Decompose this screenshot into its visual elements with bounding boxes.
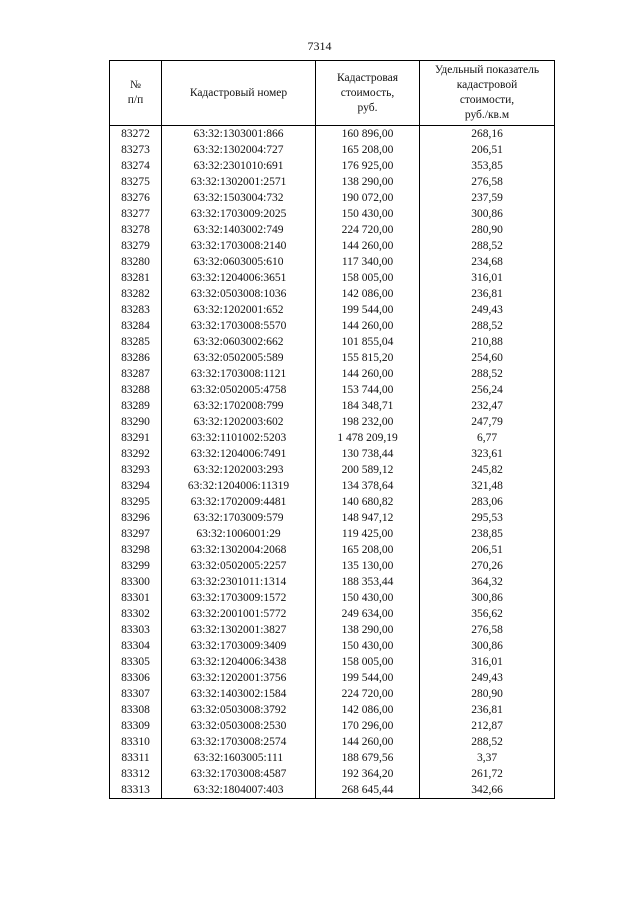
row-number-cell: 83275: [110, 174, 162, 190]
cadastral-value-cell: 176 925,00: [316, 158, 420, 174]
header-specific-indicator: Удельный показатель кадастровой стоимости, руб./кв.м: [420, 61, 555, 126]
table-body: [110, 126, 555, 799]
cadastral-number-cell: 63:32:1804007:403: [162, 782, 316, 799]
cadastral-value-cell: 142 086,00: [316, 286, 420, 302]
header-row: [110, 61, 555, 126]
row-number-cell: 83295: [110, 494, 162, 510]
cadastral-number-cell: 63:32:1703008:2140: [162, 238, 316, 254]
row-number-cell: 83290: [110, 414, 162, 430]
table-row: [110, 670, 555, 686]
specific-indicator-cell: 280,90: [420, 686, 555, 702]
row-number-cell: 83311: [110, 750, 162, 766]
table-row: [110, 766, 555, 782]
table-row: [110, 782, 555, 799]
specific-indicator-cell: 249,43: [420, 670, 555, 686]
specific-indicator-cell: 237,59: [420, 190, 555, 206]
specific-indicator-cell: 212,87: [420, 718, 555, 734]
cadastral-value-cell: 101 855,04: [316, 334, 420, 350]
row-number-cell: 83297: [110, 526, 162, 542]
table-row: [110, 526, 555, 542]
cadastral-number-cell: 63:32:0502005:4758: [162, 382, 316, 398]
cadastral-value-cell: 199 544,00: [316, 670, 420, 686]
cadastral-number-cell: 63:32:1302001:3827: [162, 622, 316, 638]
cadastral-value-cell: 198 232,00: [316, 414, 420, 430]
specific-indicator-cell: 276,58: [420, 622, 555, 638]
table-row: [110, 606, 555, 622]
table-row: [110, 414, 555, 430]
cadastral-number-cell: 63:32:0503008:3792: [162, 702, 316, 718]
row-number-cell: 83310: [110, 734, 162, 750]
table-row: [110, 430, 555, 446]
cadastral-value-cell: 249 634,00: [316, 606, 420, 622]
table-row: [110, 350, 555, 366]
specific-indicator-cell: 316,01: [420, 654, 555, 670]
cadastral-number-cell: 63:32:1703008:2574: [162, 734, 316, 750]
specific-indicator-cell: 254,60: [420, 350, 555, 366]
row-number-cell: 83293: [110, 462, 162, 478]
cadastral-value-cell: 184 348,71: [316, 398, 420, 414]
table-row: [110, 686, 555, 702]
cadastral-number-cell: 63:32:1703009:1572: [162, 590, 316, 606]
cadastral-value-cell: 138 290,00: [316, 174, 420, 190]
cadastral-value-cell: 188 353,44: [316, 574, 420, 590]
row-number-cell: 83291: [110, 430, 162, 446]
cadastral-value-cell: 268 645,44: [316, 782, 420, 799]
cadastral-value-cell: 150 430,00: [316, 206, 420, 222]
cadastral-number-cell: 63:32:1603005:111: [162, 750, 316, 766]
row-number-cell: 83285: [110, 334, 162, 350]
row-number-cell: 83296: [110, 510, 162, 526]
cadastral-number-cell: 63:32:0502005:2257: [162, 558, 316, 574]
cadastral-value-cell: 160 896,00: [316, 126, 420, 143]
row-number-cell: 83277: [110, 206, 162, 222]
specific-indicator-cell: 206,51: [420, 542, 555, 558]
cadastral-number-cell: 63:32:0603002:662: [162, 334, 316, 350]
specific-indicator-cell: 210,88: [420, 334, 555, 350]
table-row: [110, 462, 555, 478]
table-row: [110, 318, 555, 334]
specific-indicator-cell: 364,32: [420, 574, 555, 590]
cadastral-number-cell: 63:32:2301010:691: [162, 158, 316, 174]
specific-indicator-cell: 288,52: [420, 734, 555, 750]
row-number-cell: 83289: [110, 398, 162, 414]
cadastral-number-cell: 63:32:1503004:732: [162, 190, 316, 206]
cadastral-value-cell: 138 290,00: [316, 622, 420, 638]
row-number-cell: 83287: [110, 366, 162, 382]
table-row: [110, 750, 555, 766]
specific-indicator-cell: 321,48: [420, 478, 555, 494]
cadastral-value-cell: 144 260,00: [316, 318, 420, 334]
table-row: [110, 382, 555, 398]
cadastral-number-cell: 63:32:1703009:579: [162, 510, 316, 526]
table-row: [110, 190, 555, 206]
cadastral-value-cell: 224 720,00: [316, 686, 420, 702]
specific-indicator-cell: 316,01: [420, 270, 555, 286]
row-number-cell: 83307: [110, 686, 162, 702]
row-number-cell: 83286: [110, 350, 162, 366]
row-number-cell: 83306: [110, 670, 162, 686]
table-row: [110, 718, 555, 734]
table-row: [110, 174, 555, 190]
specific-indicator-cell: 280,90: [420, 222, 555, 238]
row-number-cell: 83303: [110, 622, 162, 638]
cadastral-number-cell: 63:32:1703008:1121: [162, 366, 316, 382]
specific-indicator-cell: 356,62: [420, 606, 555, 622]
table-row: [110, 398, 555, 414]
table-row: [110, 366, 555, 382]
specific-indicator-cell: 236,81: [420, 702, 555, 718]
specific-indicator-cell: 261,72: [420, 766, 555, 782]
cadastral-value-table: [109, 60, 555, 799]
table-row: [110, 558, 555, 574]
row-number-cell: 83309: [110, 718, 162, 734]
row-number-cell: 83292: [110, 446, 162, 462]
cadastral-value-cell: 158 005,00: [316, 654, 420, 670]
table-row: [110, 206, 555, 222]
row-number-cell: 83274: [110, 158, 162, 174]
specific-indicator-cell: 353,85: [420, 158, 555, 174]
cadastral-number-cell: 63:32:1703009:3409: [162, 638, 316, 654]
cadastral-value-cell: 144 260,00: [316, 238, 420, 254]
row-number-cell: 83273: [110, 142, 162, 158]
specific-indicator-cell: 270,26: [420, 558, 555, 574]
table-header: [110, 61, 555, 126]
cadastral-number-cell: 63:32:1403002:749: [162, 222, 316, 238]
cadastral-number-cell: 63:32:1702009:4481: [162, 494, 316, 510]
specific-indicator-cell: 295,53: [420, 510, 555, 526]
table-row: [110, 622, 555, 638]
cadastral-value-cell: 192 364,20: [316, 766, 420, 782]
row-number-cell: 83279: [110, 238, 162, 254]
cadastral-value-cell: 144 260,00: [316, 366, 420, 382]
row-number-cell: 83313: [110, 782, 162, 799]
row-number-cell: 83278: [110, 222, 162, 238]
table-row: [110, 446, 555, 462]
specific-indicator-cell: 247,79: [420, 414, 555, 430]
cadastral-value-cell: 170 296,00: [316, 718, 420, 734]
cadastral-value-cell: 117 340,00: [316, 254, 420, 270]
cadastral-value-cell: 150 430,00: [316, 590, 420, 606]
cadastral-value-cell: 1 478 209,19: [316, 430, 420, 446]
cadastral-value-cell: 165 208,00: [316, 542, 420, 558]
row-number-cell: 83304: [110, 638, 162, 654]
cadastral-number-cell: 63:32:1703008:4587: [162, 766, 316, 782]
cadastral-value-cell: 165 208,00: [316, 142, 420, 158]
header-cadastral-value: Кадастровая стоимость, руб.: [316, 61, 420, 126]
table-row: [110, 334, 555, 350]
specific-indicator-cell: 288,52: [420, 318, 555, 334]
table-row: [110, 222, 555, 238]
cadastral-number-cell: 63:32:1202001:3756: [162, 670, 316, 686]
table-row: [110, 142, 555, 158]
specific-indicator-cell: 276,58: [420, 174, 555, 190]
cadastral-value-cell: 135 130,00: [316, 558, 420, 574]
row-number-cell: 83294: [110, 478, 162, 494]
table-row: [110, 542, 555, 558]
cadastral-number-cell: 63:32:1204006:11319: [162, 478, 316, 494]
cadastral-value-cell: 144 260,00: [316, 734, 420, 750]
specific-indicator-cell: 236,81: [420, 286, 555, 302]
header-cadastral-number: Кадастровый номер: [162, 61, 316, 126]
table-row: [110, 638, 555, 654]
table-row: [110, 654, 555, 670]
cadastral-value-cell: 153 744,00: [316, 382, 420, 398]
specific-indicator-cell: 238,85: [420, 526, 555, 542]
specific-indicator-cell: 234,68: [420, 254, 555, 270]
row-number-cell: 83300: [110, 574, 162, 590]
table-row: [110, 478, 555, 494]
table-row: [110, 158, 555, 174]
table-row: [110, 302, 555, 318]
specific-indicator-cell: 232,47: [420, 398, 555, 414]
specific-indicator-cell: 268,16: [420, 126, 555, 143]
row-number-cell: 83280: [110, 254, 162, 270]
cadastral-number-cell: 63:32:1703009:2025: [162, 206, 316, 222]
table-row: [110, 126, 555, 143]
specific-indicator-cell: 288,52: [420, 366, 555, 382]
cadastral-value-cell: 224 720,00: [316, 222, 420, 238]
cadastral-value-cell: 158 005,00: [316, 270, 420, 286]
specific-indicator-cell: 323,61: [420, 446, 555, 462]
specific-indicator-cell: 256,24: [420, 382, 555, 398]
specific-indicator-cell: 300,86: [420, 638, 555, 654]
specific-indicator-cell: 245,82: [420, 462, 555, 478]
cadastral-value-cell: 155 815,20: [316, 350, 420, 366]
cadastral-number-cell: 63:32:1702008:799: [162, 398, 316, 414]
cadastral-number-cell: 63:32:1202003:293: [162, 462, 316, 478]
cadastral-value-cell: 148 947,12: [316, 510, 420, 526]
cadastral-number-cell: 63:32:2301011:1314: [162, 574, 316, 590]
specific-indicator-cell: 342,66: [420, 782, 555, 799]
cadastral-value-cell: 130 738,44: [316, 446, 420, 462]
cadastral-number-cell: 63:32:1204006:3651: [162, 270, 316, 286]
specific-indicator-cell: 288,52: [420, 238, 555, 254]
table-row: [110, 702, 555, 718]
cadastral-number-cell: 63:32:0502005:589: [162, 350, 316, 366]
cadastral-value-cell: 200 589,12: [316, 462, 420, 478]
cadastral-number-cell: 63:32:1202001:652: [162, 302, 316, 318]
cadastral-value-cell: 190 072,00: [316, 190, 420, 206]
row-number-cell: 83276: [110, 190, 162, 206]
row-number-cell: 83301: [110, 590, 162, 606]
cadastral-number-cell: 63:32:1303001:866: [162, 126, 316, 143]
row-number-cell: 83298: [110, 542, 162, 558]
cadastral-number-cell: 63:32:1101002:5203: [162, 430, 316, 446]
row-number-cell: 83312: [110, 766, 162, 782]
table-row: [110, 494, 555, 510]
row-number-cell: 83281: [110, 270, 162, 286]
table-row: [110, 574, 555, 590]
table-row: [110, 254, 555, 270]
cadastral-number-cell: 63:32:1006001:29: [162, 526, 316, 542]
table-row: [110, 510, 555, 526]
cadastral-number-cell: 63:32:0603005:610: [162, 254, 316, 270]
table-row: [110, 590, 555, 606]
cadastral-value-cell: 140 680,82: [316, 494, 420, 510]
row-number-cell: 83299: [110, 558, 162, 574]
row-number-cell: 83308: [110, 702, 162, 718]
cadastral-number-cell: 63:32:1302001:2571: [162, 174, 316, 190]
row-number-cell: 83305: [110, 654, 162, 670]
cadastral-value-cell: 199 544,00: [316, 302, 420, 318]
cadastral-number-cell: 63:32:0503008:2530: [162, 718, 316, 734]
header-num: № п/п: [110, 61, 162, 126]
specific-indicator-cell: 249,43: [420, 302, 555, 318]
row-number-cell: 83288: [110, 382, 162, 398]
cadastral-value-cell: 134 378,64: [316, 478, 420, 494]
cadastral-value-cell: 119 425,00: [316, 526, 420, 542]
table-row: [110, 286, 555, 302]
specific-indicator-cell: 300,86: [420, 206, 555, 222]
specific-indicator-cell: 283,06: [420, 494, 555, 510]
page-number: 7314: [307, 39, 332, 53]
table-row: [110, 238, 555, 254]
cadastral-number-cell: 63:32:1204006:3438: [162, 654, 316, 670]
table-row: [110, 270, 555, 286]
row-number-cell: 83282: [110, 286, 162, 302]
specific-indicator-cell: 206,51: [420, 142, 555, 158]
specific-indicator-cell: 6,77: [420, 430, 555, 446]
cadastral-number-cell: 63:32:2001001:5772: [162, 606, 316, 622]
row-number-cell: 83283: [110, 302, 162, 318]
cadastral-number-cell: 63:32:1403002:1584: [162, 686, 316, 702]
cadastral-number-cell: 63:32:0503008:1036: [162, 286, 316, 302]
cadastral-number-cell: 63:32:1204006:7491: [162, 446, 316, 462]
cadastral-value-cell: 142 086,00: [316, 702, 420, 718]
row-number-cell: 83272: [110, 126, 162, 143]
cadastral-number-cell: 63:32:1302004:727: [162, 142, 316, 158]
row-number-cell: 83302: [110, 606, 162, 622]
cadastral-number-cell: 63:32:1202003:602: [162, 414, 316, 430]
row-number-cell: 83284: [110, 318, 162, 334]
table-row: [110, 734, 555, 750]
specific-indicator-cell: 300,86: [420, 590, 555, 606]
cadastral-value-cell: 188 679,56: [316, 750, 420, 766]
specific-indicator-cell: 3,37: [420, 750, 555, 766]
cadastral-number-cell: 63:32:1302004:2068: [162, 542, 316, 558]
cadastral-number-cell: 63:32:1703008:5570: [162, 318, 316, 334]
cadastral-value-cell: 150 430,00: [316, 638, 420, 654]
